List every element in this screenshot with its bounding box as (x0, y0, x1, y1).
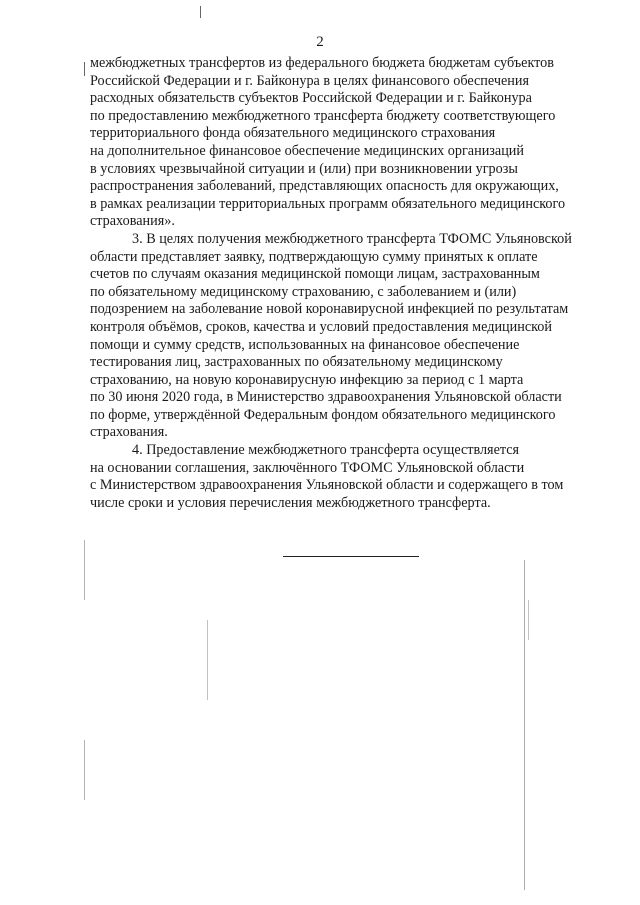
paragraph-clause-3: 3. В целях получения межбюджетного трансферта ТФОМС Ульяновской области представляет заявку, подтверждающую сумму принятых к оплате счетов по случаям оказания медицинской помощи лицам, застрахованным по обязательному медицинскому страхованию, с заболеванием и (или) подозрением на заболевание новой коронавирусной инфекцией по результатам контроля объёмов, сроков, качества и условий предоставления медицинской помощи и сумму средств, использованных на финансовое обеспечение тестирования лиц, застрахованных по обязательному медицинскому страхованию, на новую коронавирусную инфекцию за период с 1 марта по 30 июня 2020 года, в Министерство здравоохранения Ульяновской области по форме, утверждённой Федеральным фондом обязательного медицинского страхования. (90, 230, 572, 441)
end-of-text-divider (283, 556, 419, 557)
scan-artifact (84, 540, 85, 600)
scan-artifact (200, 6, 201, 18)
scan-artifact (207, 620, 208, 700)
page-number: 2 (316, 34, 324, 50)
scan-artifact (84, 62, 85, 76)
paragraph-clause-4: 4. Предоставление межбюджетного трансферта осуществляется на основании соглашения, заключённого ТФОМС Ульяновской области с Министерством здравоохранения Ульяновской области и содержащего в том числе сроки и условия перечисления межбюджетного трансферта. (90, 442, 564, 511)
paragraph-continuation: межбюджетных трансфертов из федерального бюджета бюджетам субъектов Российской Федерации и г. Байконура в целях финансового обеспечения расходных обязательств субъектов Российской Федерации и г. Байконура по предоставлению межбюджетного трансферта бюджету соответствующего территориального фонда обязательного медицинского страхования на дополнительное финансовое обеспечение медицинских организаций в условиях чрезвычайной ситуации и (или) при возникновении угрозы распространения заболеваний, представляющих опасность для окружающих, в рамках реализации территориальных программ обязательного медицинского страхования». (90, 55, 566, 230)
document-body (90, 55, 614, 512)
scan-artifact (524, 560, 525, 890)
scan-artifact (84, 740, 85, 800)
scan-artifact (528, 600, 529, 640)
